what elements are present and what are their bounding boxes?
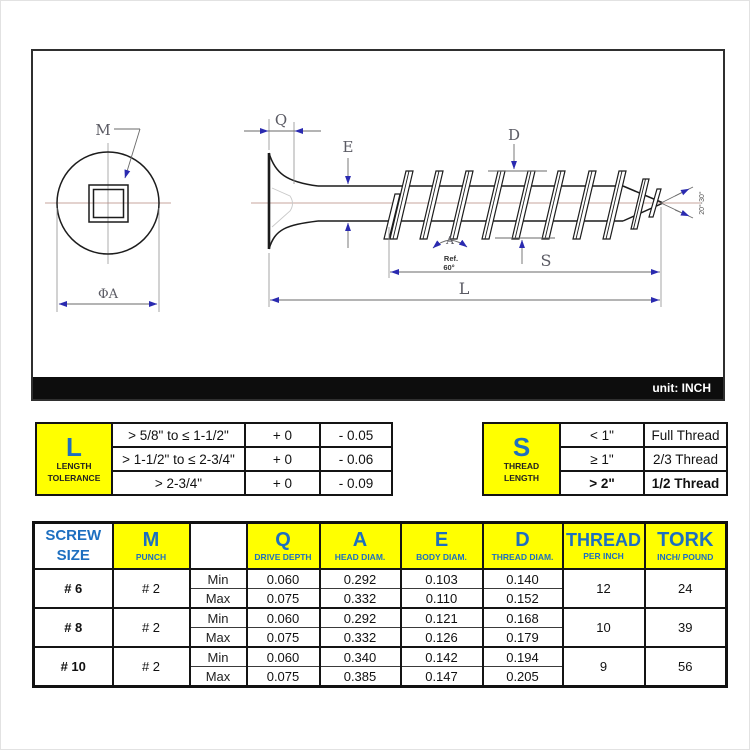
cell-punch: # 2 — [113, 647, 190, 687]
label-ref: Ref. — [443, 254, 459, 263]
cell-d-max: 0.179 — [483, 628, 563, 648]
cell-q-max: 0.075 — [247, 628, 320, 648]
spec-row-10-min — [34, 647, 727, 667]
spec-header-row — [34, 523, 727, 570]
unit-label: unit: INCH — [652, 381, 711, 395]
thread-value: 2/3 Thread — [644, 447, 727, 471]
cell-tpi: 12 — [563, 569, 645, 608]
cell-a-max: 0.385 — [320, 667, 401, 687]
cell-min-label: Min — [190, 608, 247, 628]
tol-range: > 5/8" to ≤ 1-1/2" — [112, 423, 245, 447]
header-e-body-diam: E BODY DIAM. — [401, 523, 483, 570]
label-tip-angle: 20°-30° — [699, 191, 706, 215]
cell-e-max: 0.147 — [401, 667, 483, 687]
cell-tork: 39 — [645, 608, 727, 647]
length-tolerance-table — [35, 422, 393, 496]
cell-d-max: 0.152 — [483, 589, 563, 609]
recess-ghost-line — [272, 188, 293, 227]
cell-d-min: 0.140 — [483, 569, 563, 589]
cell-max-label: Max — [190, 589, 247, 609]
cell-min-label: Min — [190, 569, 247, 589]
cell-a-min: 0.292 — [320, 608, 401, 628]
cell-a-min: 0.340 — [320, 647, 401, 667]
dim-M — [95, 121, 140, 178]
dim-A-angle — [433, 234, 467, 272]
label-E: E — [342, 138, 354, 156]
label-phiA: ΦA — [97, 287, 119, 302]
cell-e-min: 0.142 — [401, 647, 483, 667]
cell-e-min: 0.103 — [401, 569, 483, 589]
cell-a-max: 0.332 — [320, 628, 401, 648]
tol-minus: - 0.09 — [320, 471, 392, 495]
cell-tork: 24 — [645, 569, 727, 608]
cell-punch: # 2 — [113, 569, 190, 608]
cell-min-label: Min — [190, 647, 247, 667]
screw-technical-drawing — [33, 51, 723, 377]
cell-e-max: 0.126 — [401, 628, 483, 648]
cell-q-min: 0.060 — [247, 608, 320, 628]
thread-length-table — [482, 422, 728, 496]
cell-a-min: 0.292 — [320, 569, 401, 589]
dim-tip-angle — [661, 187, 706, 218]
square-drive-recess — [89, 185, 128, 222]
length-tolerance-label-cell: L LENGTH TOLERANCE — [36, 423, 112, 495]
header-d-thread-diam: D THREAD DIAM. — [483, 523, 563, 570]
cell-punch: # 2 — [113, 608, 190, 647]
header-a-head-diam: A HEAD DIAM. — [320, 523, 401, 570]
cell-q-max: 0.075 — [247, 589, 320, 609]
cell-d-min: 0.194 — [483, 647, 563, 667]
spec-row-8-min — [34, 608, 727, 628]
label-L: L — [458, 279, 470, 298]
tol-plus: + 0 — [245, 471, 320, 495]
tol-minus: - 0.05 — [320, 423, 392, 447]
dim-Q — [244, 111, 321, 184]
tol-range: > 2-3/4" — [112, 471, 245, 495]
tol-minus: - 0.06 — [320, 447, 392, 471]
thread-length-label-cell: S THREAD LENGTH — [483, 423, 560, 495]
thread-blades — [384, 171, 661, 239]
tol-range: > 1-1/2" to ≤ 2-3/4" — [112, 447, 245, 471]
cell-q-min: 0.060 — [247, 569, 320, 589]
tol-plus: + 0 — [245, 423, 320, 447]
header-tork: TORK INCH/ POUND — [645, 523, 727, 570]
label-Q: Q — [274, 111, 288, 129]
thread-symbol: S — [512, 432, 531, 463]
cell-e-max: 0.110 — [401, 589, 483, 609]
header-screw-size: SCREW SIZE — [34, 523, 113, 570]
spec-row-6-min — [34, 569, 727, 589]
cell-tpi: 9 — [563, 647, 645, 687]
cell-a-max: 0.332 — [320, 589, 401, 609]
label-A: A — [446, 234, 454, 247]
thread-value: 1/2 Thread — [644, 471, 727, 495]
cell-e-min: 0.121 — [401, 608, 483, 628]
cell-size: # 10 — [34, 647, 113, 687]
front-view — [45, 121, 171, 312]
cell-d-min: 0.168 — [483, 608, 563, 628]
cell-max-label: Max — [190, 628, 247, 648]
header-empty — [190, 523, 247, 570]
tol-plus: + 0 — [245, 447, 320, 471]
cell-d-max: 0.205 — [483, 667, 563, 687]
spec-table — [32, 521, 728, 688]
thread-range: > 2" — [560, 471, 644, 495]
label-M: M — [95, 121, 111, 139]
label-60deg: 60° — [443, 263, 455, 272]
header-thread-per-inch: THREAD PER INCH — [563, 523, 645, 570]
thread-range: ≥ 1" — [560, 447, 644, 471]
cell-tork: 56 — [645, 647, 727, 687]
label-D: D — [507, 126, 521, 144]
cell-q-max: 0.075 — [247, 667, 320, 687]
drawing-frame — [31, 49, 725, 401]
length-symbol: L — [66, 432, 82, 463]
dim-E — [343, 138, 354, 248]
unit-bar — [33, 377, 723, 399]
cell-size: # 8 — [34, 608, 113, 647]
thread-value: Full Thread — [644, 423, 727, 447]
thread-range: < 1" — [560, 423, 644, 447]
dim-L — [269, 253, 660, 307]
label-S: S — [540, 251, 552, 270]
cell-size: # 6 — [34, 569, 113, 608]
header-q-drive-depth: Q DRIVE DEPTH — [247, 523, 320, 570]
cell-q-min: 0.060 — [247, 647, 320, 667]
side-view — [244, 111, 706, 307]
cell-tpi: 10 — [563, 608, 645, 647]
header-m-punch: M PUNCH — [113, 523, 190, 570]
cell-max-label: Max — [190, 667, 247, 687]
